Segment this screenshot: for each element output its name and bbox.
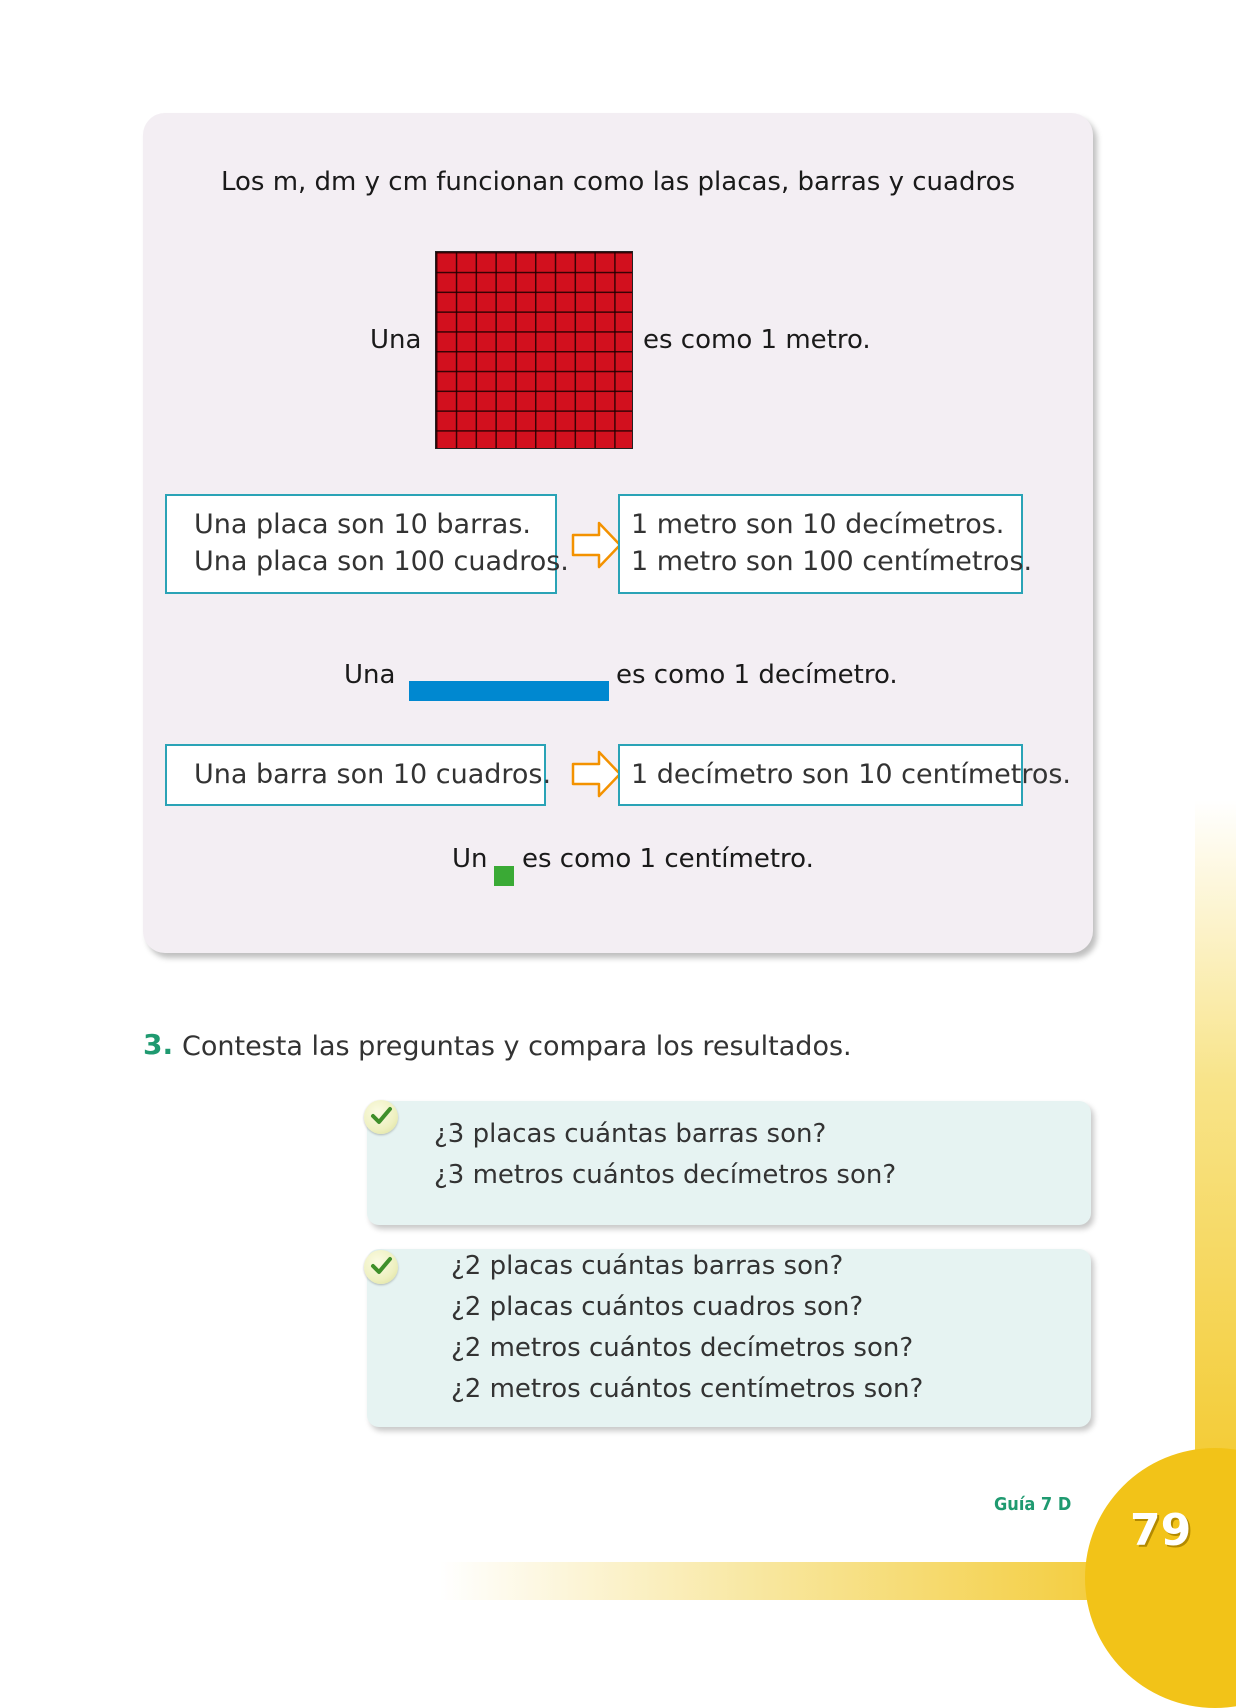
question-2-3: ¿2 metros cuántos decímetros son?: [451, 1333, 914, 1363]
plate-row-after: es como 1 metro.: [643, 325, 871, 355]
exercise-number: 3.: [143, 1028, 174, 1061]
plate-row-before: Una: [370, 325, 422, 355]
page-number-badge: [1085, 1448, 1236, 1708]
checkmark-icon: [364, 1100, 398, 1134]
bar-row-after: es como 1 decímetro.: [616, 660, 898, 690]
meter-line-2: 1 metro son 100 centímetros.: [631, 546, 1033, 577]
meter-line-1: 1 metro son 10 decímetros.: [631, 509, 1005, 540]
page-number: 79: [1130, 1505, 1192, 1556]
red-plate-grid: [435, 251, 633, 449]
question-1-2: ¿3 metros cuántos decímetros son?: [434, 1160, 897, 1190]
decimeter-line-1: 1 decímetro son 10 centímetros.: [631, 759, 1072, 790]
square-row-before: Un: [452, 844, 488, 874]
square-row-after: es como 1 centímetro.: [522, 844, 814, 874]
checkmark-icon: [364, 1250, 398, 1284]
plate-line-2: Una placa son 100 cuadros.: [194, 546, 569, 577]
bar-row-before: Una: [344, 660, 396, 690]
plate-line-1: Una placa son 10 barras.: [194, 509, 531, 540]
panel-title: Los m, dm y cm funcionan como las placas, barras y cuadros: [220, 167, 1016, 197]
arrow-right-icon: [571, 520, 623, 570]
question-1-1: ¿3 placas cuántas barras son?: [434, 1119, 827, 1149]
question-card-2: [367, 1249, 1091, 1427]
question-card-1: [367, 1101, 1091, 1225]
info-panel: [143, 113, 1093, 953]
exercise-instruction: Contesta las preguntas y compara los resultados.: [182, 1031, 852, 1062]
question-2-2: ¿2 placas cuántos cuadros son?: [451, 1292, 864, 1322]
question-2-4: ¿2 metros cuántos centímetros son?: [451, 1374, 924, 1404]
bar-line-1: Una barra son 10 cuadros.: [194, 759, 552, 790]
meter-equivalence-box: [618, 494, 1033, 594]
guide-label: Guía 7 D: [994, 1494, 1072, 1515]
arrow-right-icon: [571, 749, 623, 799]
bar-equivalence-box: [165, 744, 552, 806]
plate-equivalence-box: [165, 494, 569, 594]
decimeter-equivalence-box: [618, 744, 1072, 806]
green-square: [494, 866, 514, 886]
question-2-1: ¿2 placas cuántas barras son?: [451, 1251, 844, 1281]
blue-bar: [409, 681, 609, 701]
